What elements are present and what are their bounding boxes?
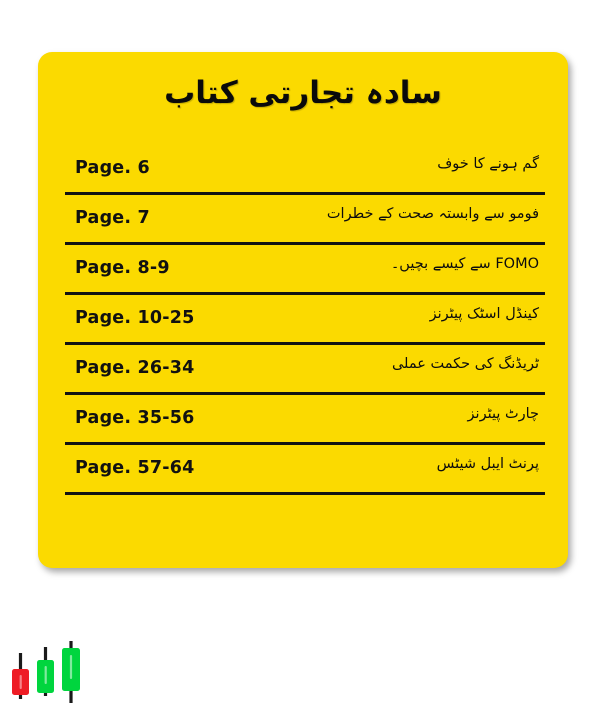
candle-bullish-green-1 xyxy=(37,647,54,696)
chapter-title: چارٹ پیٹرنز xyxy=(467,405,539,422)
table-row[interactable] xyxy=(65,295,545,345)
page-number-label: Page. 35-56 xyxy=(75,407,195,428)
contents-list xyxy=(65,145,545,495)
table-of-contents-card xyxy=(38,52,568,568)
chapter-title: فومو سے وابستہ صحت کے خطرات xyxy=(326,205,539,222)
candle-bullish-green-2 xyxy=(62,641,80,703)
table-row[interactable] xyxy=(65,145,545,195)
table-row[interactable] xyxy=(65,395,545,445)
candle-bearish-red xyxy=(12,653,29,699)
chapter-title: پرنٹ ایبل شیٹس xyxy=(436,455,539,472)
table-row[interactable] xyxy=(65,345,545,395)
table-row[interactable] xyxy=(65,245,545,295)
page-number-label: Page. 7 xyxy=(75,207,150,228)
chapter-title: کینڈل اسٹک پیٹرنز xyxy=(429,305,539,322)
page-number-label: Page. 10-25 xyxy=(75,307,195,328)
page-number-label: Page. 8-9 xyxy=(75,257,170,278)
candlestick-chart-logo xyxy=(4,641,88,707)
page-number-label: Page. 57-64 xyxy=(75,457,195,478)
page-title: سادہ تجارتی کتاب xyxy=(164,75,442,111)
chapter-title: گم ہونے کا خوف xyxy=(437,155,539,172)
table-row[interactable] xyxy=(65,445,545,495)
chapter-title: FOMO سے کیسے بچیں۔ xyxy=(390,255,539,272)
page-number-label: Page. 26-34 xyxy=(75,357,195,378)
page-number-label: Page. 6 xyxy=(75,157,150,178)
table-row[interactable] xyxy=(65,195,545,245)
chapter-title: ٹریڈنگ کی حکمت عملی xyxy=(391,355,539,372)
